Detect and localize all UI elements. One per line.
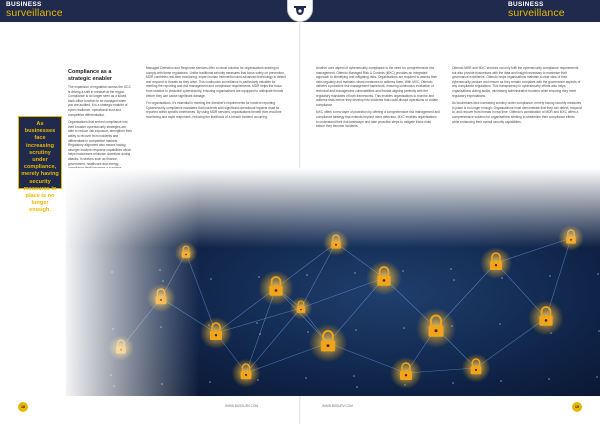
- column-2: [146, 66, 286, 123]
- right-brand-bottom: surveillance: [508, 6, 565, 19]
- right-brand-top: BUSINESS: [508, 1, 544, 8]
- pull-quote: As businesses face increasing scrutiny under compliance, merely having security measures in place is no longer enough.: [18, 116, 62, 189]
- left-brand-bottom: surveillance: [6, 6, 63, 19]
- padlock-network-photo: [66, 168, 600, 396]
- right-page-number: 19: [572, 402, 582, 412]
- left-brand-logo: [6, 2, 63, 18]
- column-4: [452, 66, 582, 127]
- col2-paragraph-2: For organisations, it's essential in meeting the directive's requirements for incident reporting. Cybersecurity compliance mandates that incidents with significant operational impacts must be reported within specific timeframes. By using MDR services, organisations benefit from real-time monitoring and rapid responses, reducing the likelihood of a breach incident occurring.: [146, 101, 282, 119]
- right-footer-url: WWW.BSSURV.COM: [322, 404, 353, 408]
- col1-paragraph-2: Organisations that embed compliance into their broader cybersecurity strategies are able to reduce risk exposure, strengthen their ability to recover from incidents and differentiate in competitive markets. Regulatory alignment also means having stronger incident response capabilities which helps businesses minimise downtime during attacks. In sectors such as finance, government, healthcare and energy,: [68, 120, 132, 166]
- right-brand-logo: [508, 2, 565, 18]
- left-brand-top: BUSINESS: [6, 1, 42, 8]
- col1-paragraph-1: The expansion of regulation across the GCC is driving a shift in mindset at the region. Compliance is no longer seen as a siloed, back-office function to be managed when you are audited. It is a strategic enabler of cyber resilience, operational trust and competitive differentiation.: [68, 85, 131, 117]
- left-page-number: 18: [18, 402, 28, 412]
- left-footer-url: WWW.BUSSURV.COM: [225, 404, 259, 408]
- heading-compliance-strategic: Compliance as a strategic enabler: [68, 69, 113, 82]
- column-3: [316, 66, 440, 132]
- col3-paragraph-1: Another core aspect of cybersecurity compliance is the need for comprehensive risk management. Ottendo Managed Risk & Controls (MXC) provides an integrated approach to identifying and mitigating risks. Organisations are required to assess their risks regularly and maintain robust measures to address them. With MXC, Ottendo delivers a proactive risk management framework, ensuring continuous evaluation of technical and management vulnerabilities and threats aligning perfectly with the regulatory mandates of both frameworks. This enables organisations to monitor and address risks before they develop into incidents that could disrupt operations or violate compliance.: [316, 66, 438, 107]
- col3-paragraph-2: MXC offers a new layer of protection by offering a comprehensive risk management and compliance strategy that extends beyond mere detection. MXC enables organisations to understand their risk landscape and take proactive steps to mitigate those risks before they become incidents.: [316, 110, 440, 129]
- col4-paragraph-2: As businesses face increasing scrutiny under compliance, merely having security measures in place is no longer enough. Organisations must demonstrate that they can detect, respond to, and recover from threats in real time. Ottendo's combination of MDR and MXC offers a comprehensive solution for organisations seeking to streamline their compliance efforts while enhancing their overall security capabilities.: [452, 101, 582, 124]
- col4-paragraph-1: Ottendo MDR and MXC services not only fulfil the cybersecurity compliance requirements but also provide businesses with the data and insight necessary to maximise their governance excellence. Ottendo helps organisations maintain a clear view of their cybersecurity posture and ensure as they remain compliant with the governance aspects of any compliance regulations. This transparency in cybersecurity efforts also helps organisations during audits, minimising administrative burdens while ensuring they meet regulatory expectations.: [452, 66, 581, 98]
- photo-left-fade: [66, 168, 600, 396]
- col2-paragraph-1: Managed Detection and Response services offer a robust solution for organisations seeking to comply with these regulations. Unlike traditional security measures that focus solely on prevention, MDR combines real-time monitoring, expert human intervention and advanced technology to detect and respond to threats as they arise. This continuous surveillance is particularly valuable for meeting the reporting and risk management and compliance requirements. MDR helps the focus from reactive to proactive cybersecurity, ensuring organisations are equipped to anticipate threats before they can cause significant damage.: [146, 66, 286, 98]
